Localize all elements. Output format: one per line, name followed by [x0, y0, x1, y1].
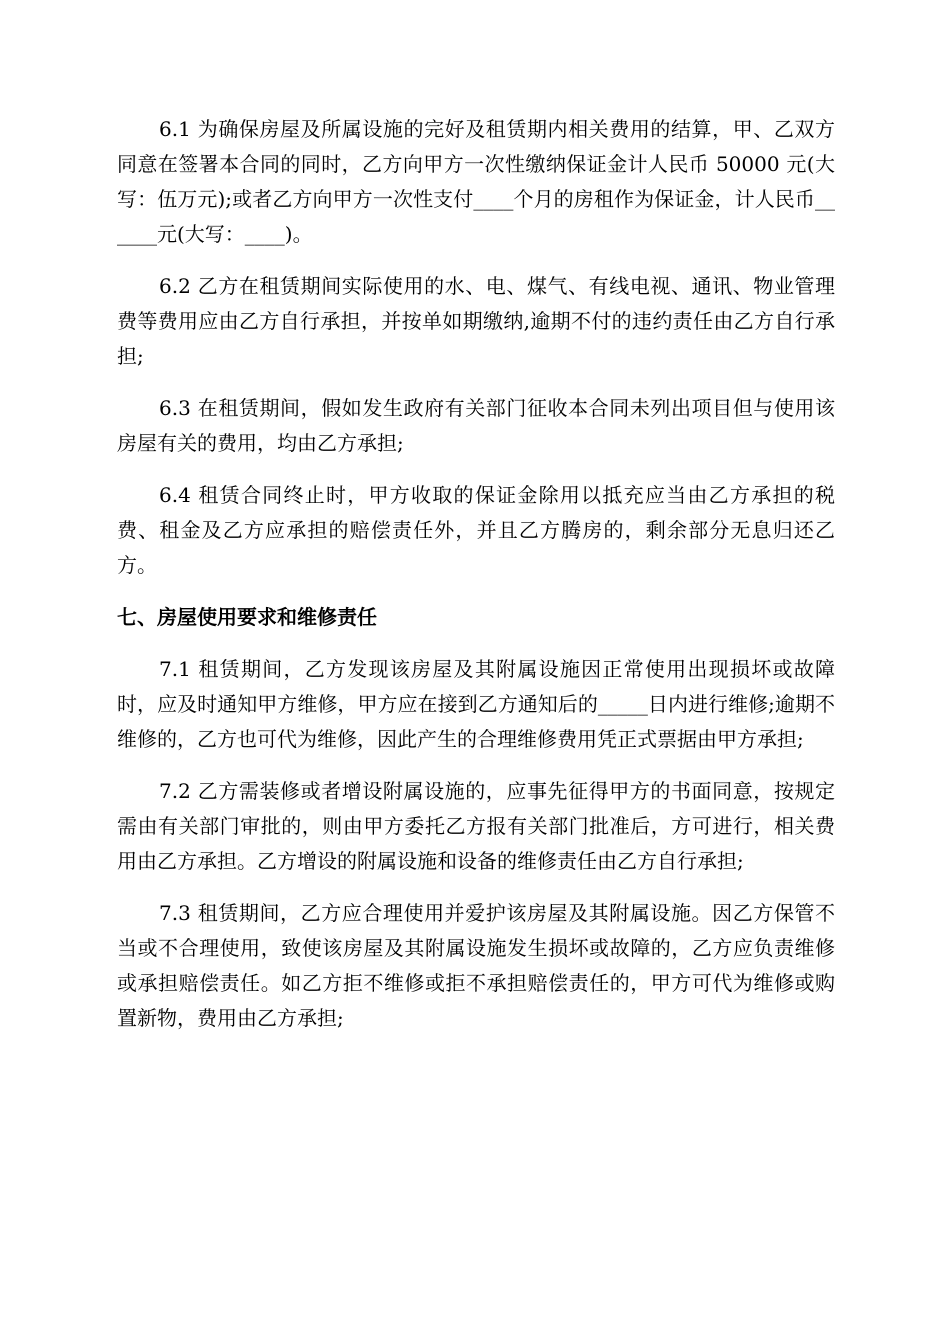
paragraph-gap [117, 583, 835, 600]
section-7-heading: 七、房屋使用要求和维修责任 [117, 605, 377, 629]
paragraph-gap [117, 879, 835, 896]
clause-7-2: 7.2 乙方需装修或者增设附属设施的，应事先征得甲方的书面同意，按规定需由有关部门审批的，则由甲方委托乙方报有关部门批准后，方可进行，相关费用由乙方承担。乙方增设的附属设施和设备的维修责任由乙方自行承担; [117, 779, 835, 873]
clause-6-4: 6.4 租赁合同终止时，甲方收取的保证金除用以抵充应当由乙方承担的税费、租金及乙方应承担的赔偿责任外，并且乙方腾房的，剩余部分无息归还乙方。 [117, 483, 835, 577]
clause-6-2: 6.2 乙方在租赁期间实际使用的水、电、煤气、有线电视、通讯、物业管理费等费用应由乙方自行承担，并按单如期缴纳,逾期不付的违约责任由乙方自行承担; [117, 274, 835, 368]
clause-6-3: 6.3 在租赁期间，假如发生政府有关部门征收本合同未列出项目但与使用该房屋有关的费用，均由乙方承担; [117, 396, 835, 455]
clause-7-3: 7.3 租赁期间，乙方应合理使用并爱护该房屋及其附属设施。因乙方保管不当或不合理使用，致使该房屋及其附属设施发生损坏或故障的，乙方应负责维修或承担赔偿责任。如乙方拒不维修或拒不承担赔偿责任的，甲方可代为维修或购置新物，费用由乙方承担; [117, 901, 835, 1030]
paragraph-gap [117, 374, 835, 391]
clause-6-1: 6.1 为确保房屋及所属设施的完好及租赁期内相关费用的结算，甲、乙双方同意在签署本合同的同时，乙方向甲方一次性缴纳保证金计人民币 50000 元(大写：伍万元);或者乙方向甲方一次性支付____个月的房租作为保证金，计人民币______元(大写：____)。 [117, 117, 835, 246]
paragraph-gap [117, 252, 835, 269]
paragraph-gap [117, 635, 835, 652]
paragraph-gap [117, 757, 835, 774]
paragraph-gap [117, 461, 835, 478]
document-page [117, 112, 835, 1036]
clause-7-1: 7.1 租赁期间，乙方发现该房屋及其附属设施因正常使用出现损坏或故障时，应及时通知甲方维修，甲方应在接到乙方通知后的_____日内进行维修;逾期不维修的，乙方也可代为维修，因此产生的合理维修费用凭正式票据由甲方承担; [117, 657, 835, 751]
